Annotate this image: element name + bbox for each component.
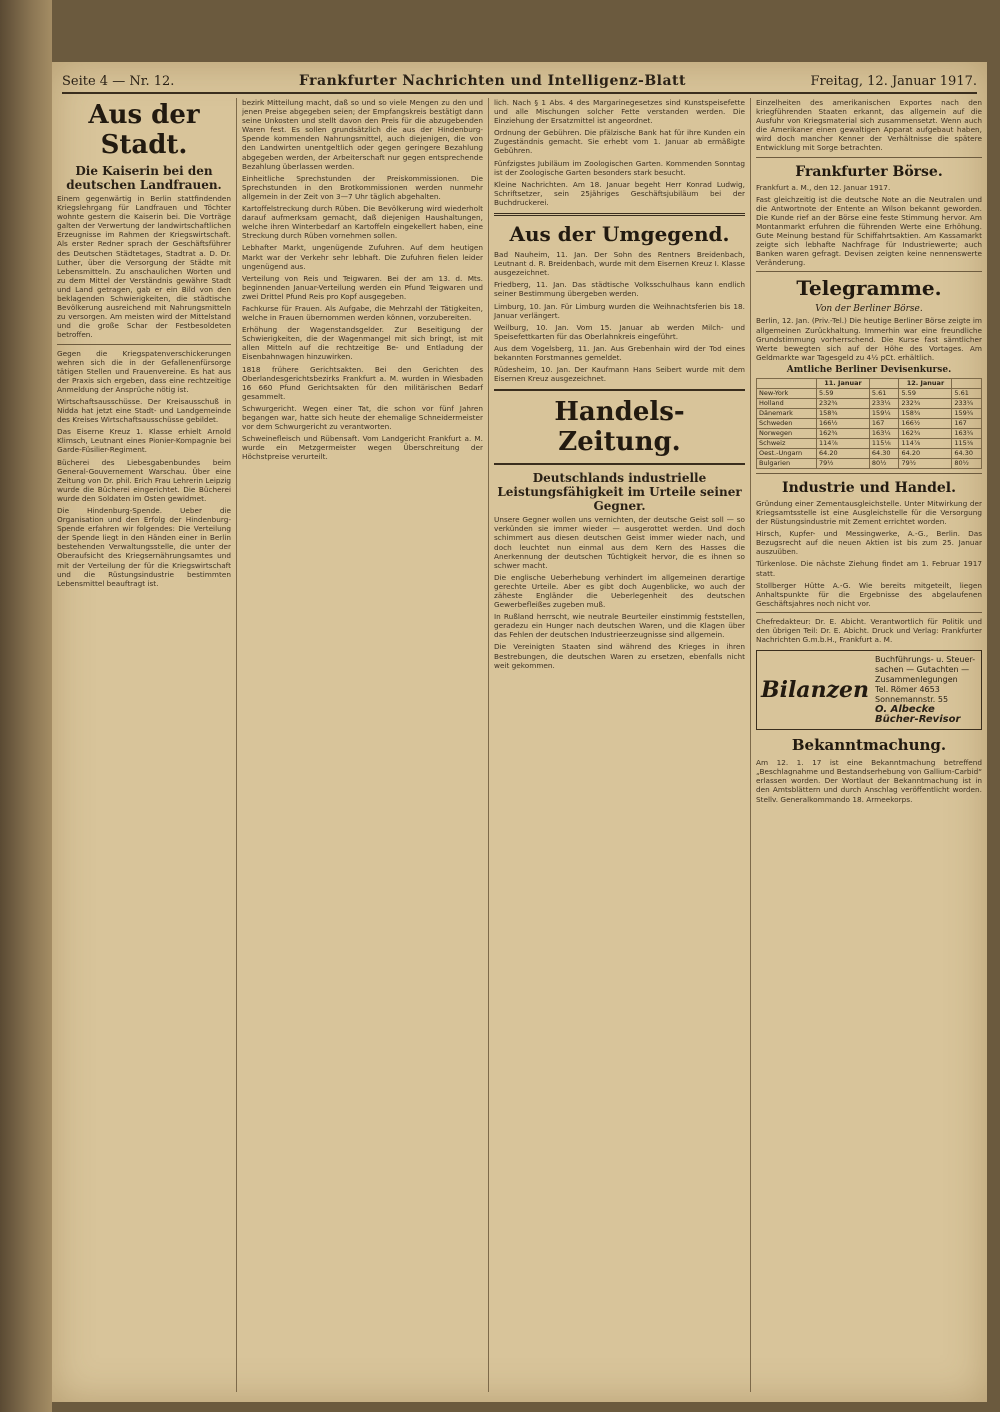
rate-value: 163¼ xyxy=(952,428,982,438)
editorial-imprint: Chefredakteur: Dr. E. Abicht. Verantwortlich für Politik und den übrigen Teil: Dr. E. Abicht. Druck und Verlag: Frankfurter Nachrichten G.m.b.H., Frankfurt a. M. xyxy=(756,616,982,645)
article-paragraph: In Rußland herrscht, wie neutrale Beurteiler einstimmig feststellen, geradezu ein Hunger nach deutschen Waren, und die Klagen über das Fehlen der deutschen Industrieerzeugnisse sind allgemein. xyxy=(494,612,745,640)
article-paragraph: Bücherei des Liebesgabenbundes beim General-Gouvernement Warschau. Über eine Zeitung von Dr. phil. Erich Frau Lehrerin Leipzig wurde die Bücherei eingerichtet. Die Bücherei wurde den Soldaten im Osten gewidmet. xyxy=(57,457,231,503)
article-paragraph: Gegen die Kriegspatenverschickerungen wehren sich die in der Gefallenenfürsorge tätigen Stellen und Frauenvereine. Es hat aus der Praxis sich ergeben, dass eine rechtzeitige Anmeldung der Ansprüche nötig ist. xyxy=(57,348,231,394)
section-title-telegramme: Telegramme. xyxy=(796,276,942,301)
rate-value: 167 xyxy=(952,418,982,428)
section-title-industrie: Industrie und Handel. xyxy=(782,479,956,496)
table-header-row xyxy=(757,378,982,388)
page-header xyxy=(62,70,977,94)
section-title-boerse: Frankfurter Börse. xyxy=(795,163,943,180)
ad-line: Zusammenlegungen xyxy=(875,675,958,685)
currency-name: Dänemark xyxy=(757,408,817,418)
article-paragraph: Kleine Nachrichten. Am 18. Januar begeht Herr Konrad Ludwig, Schriftsetzer, sein 25jähriges Geschäftsjubiläum bei der Buchdruckerei. xyxy=(494,179,745,207)
table-header-cell xyxy=(757,378,817,388)
rate-value: 159¼ xyxy=(869,408,899,418)
table-row xyxy=(757,418,982,428)
divider xyxy=(756,612,982,613)
article-paragraph: Stollberger Hütte A.-G. Wie bereits mitgeteilt, liegen Anhaltspunkte für die Ergebnisse des abgelaufenen Geschäftsjahres noch nicht vor. xyxy=(756,580,982,608)
article-paragraph: Fast gleichzeitig ist die deutsche Note an die Neutralen und die Antwortnote der Entente an Wilson bekannt geworden. Die Kunde rief an der Börse eine feste Stimmung hervor. Am Montanmarkt erfuhren die führenden Werte eine Erhöhung. Gute Meinung bestand für Schiffahrtsaktien. Am Kassamarkt zeigte sich lebhafte Nachfrage für Industriewerte; auch Banken waren gefragt. Devisen zeigten keine nennenswerte Veränderung. xyxy=(756,194,982,268)
article-paragraph: Limburg, 10. Jan. Für Limburg wurden die Weihnachtsferien bis 18. Januar verlängert. xyxy=(494,301,745,320)
article-paragraph: bezirk Mitteilung macht, daß so und so viele Mengen zu den und jenen Preise abgegeben seien; der Empfangskreis bestätigt dann seine Unkosten und stellt davon den Preis für die abzugebenden Waren fest. Es sollen grundsätzlich die aus der Hindenburg-Spende kommenden Nahrungsmittel, auch diejenigen, die von den Landwirten unentgeltlich oder gegen geringere Bezahlung abgegeben werden, der Arbeiterschaft nur gegen entsprechende Bezahlung überlassen werden. xyxy=(242,98,483,171)
currency-name: Bulgarien xyxy=(757,458,817,468)
table-row xyxy=(757,438,982,448)
article-paragraph: Wirtschaftsausschüsse. Der Kreisausschuß in Nidda hat jetzt eine Stadt- und Landgemeinde des Kreises Wirtschaftsausschüsse gebildet. xyxy=(57,396,231,425)
table-row xyxy=(757,448,982,458)
article-paragraph: Fachkurse für Frauen. Als Aufgabe, die Mehrzahl der Tätigkeiten, welche in Frauen übernommen werden können, vorzubereiten. xyxy=(242,303,483,323)
rate-value: 232¾ xyxy=(899,398,952,408)
article-paragraph: Verteilung von Reis und Teigwaren. Bei der am 13. d. Mts. beginnenden Januar-Verteilung werden ein Pfund Teigwaren und zwei Drittel Pfund Reis pro Kopf ausgegeben. xyxy=(242,273,483,301)
article-paragraph: Friedberg, 11. Jan. Das städtische Volksschulhaus kann endlich seiner Bestimmung übergeben werden. xyxy=(494,280,745,299)
newspaper-page xyxy=(52,62,987,1402)
devisen-table xyxy=(756,378,982,469)
article-paragraph: lich. Nach § 1 Abs. 4 des Margarinegesetzes sind Kunstspeisefette und alle Mischungen solcher Fette verstanden werden. Die Einziehung der Ersatzmittel ist angeordnet. xyxy=(494,98,745,126)
section-title-umgegend: Aus der Umgegend. xyxy=(509,222,730,247)
rate-value: 80½ xyxy=(869,458,899,468)
table-row xyxy=(757,458,982,468)
handels-header xyxy=(494,389,745,465)
table-header-cell xyxy=(869,378,899,388)
article-paragraph: Türkenlose. Die nächste Ziehung findet am 1. Februar 1917 statt. xyxy=(756,559,982,578)
section-title-bekanntmachung: Bekanntmachung. xyxy=(791,736,947,755)
rate-value: 79½ xyxy=(817,458,870,468)
column-1 xyxy=(52,98,237,1392)
article-paragraph: Gründung einer Zementausgleichstelle. Unter Mitwirkung der Kriegsamtsstelle ist eine Ausgleichstelle für die Versorgung der Rüstungsindustrie mit Zement errichtet worden. xyxy=(756,498,982,527)
article-paragraph: Berlin, 12. Jan. (Priv.-Tel.) Die heutige Berliner Börse zeigte im allgemeinen Zurückhaltung. Immerhin war eine freundliche Grundstimmung vorherrschend. Die Kurse fast sämtlicher Werte bewegten sich auf der Höhe des Vortages. Am Geldmarkte war Tagesgeld zu 4½ pCt. erhältlich. xyxy=(756,316,982,362)
article-paragraph: Hirsch, Kupfer- und Messingwerke, A.-G., Berlin. Das Bezugsrecht auf die neuen Aktien ist bis zum 25. Januar auszuüben. xyxy=(756,529,982,557)
section-title-handels: Handels-Zeitung. xyxy=(554,397,685,458)
divider xyxy=(756,271,982,272)
rate-value: 5.59 xyxy=(817,388,870,398)
article-paragraph: Die Vereinigten Staaten sind während des Krieges in ihren Bestrebungen, die deutschen Waren zu ersetzen, ebenfalls nicht weit gekommen. xyxy=(494,642,745,670)
rate-value: 79½ xyxy=(899,458,952,468)
article-paragraph: Frankfurt a. M., den 12. Januar 1917. xyxy=(756,182,891,192)
ad-details xyxy=(875,655,977,725)
article-headline-leistungsfaehigkeit: Deutschlands industrielle Leistungsfähigkeit im Urteile seiner Gegner. xyxy=(497,471,742,514)
devisen-title: Amtliche Berliner Devisenkurse. xyxy=(786,364,952,375)
rate-value: 5.59 xyxy=(899,388,952,398)
rate-value: 166½ xyxy=(899,418,952,428)
article-paragraph: Fünfzigstes Jubiläum im Zoologischen Garten. Kommenden Sonntag ist der Zoologische Garten besonders stark besucht. xyxy=(494,158,745,177)
article-paragraph: Am 12. 1. 17 ist eine Bekanntmachung betreffend „Beschlagnahme und Bestandserhebung von Gallium-Carbid“ erlassen worden. Der Wortlaut der Bekanntmachung ist in den Amtsblättern und durch Anschlag veröffentlicht worden. Stellv. Generalkommando 18. Armeekorps. xyxy=(756,758,982,804)
column-4 xyxy=(751,98,987,1392)
rate-value: 5.61 xyxy=(952,388,982,398)
article-paragraph: Einem gegenwärtig in Berlin stattfindenden Kriegslehrgang für Landfrauen und Töchter wohnte gestern die Kaiserin bei. Die Vorträge galten der Verwertung der landwirtschaftlichen Erzeugnisse im Rahmen der Kriegswirtschaft. Als erster Redner sprach der Geschäftsführer des Deutschen Städtetages, Stadtrat a. D. Dr. Luther, über die Versorgung der Städte mit Lebensmitteln. Zu anschaulichen Worten und zu dem Mittel der Verständnis gewähre Stadt und Land getragen, gab er ein Bild von den beklagenden Schwierigkeiten, die städtische Bevölkerung ausreichend mit Nahrungsmitteln zu versorgen. Am meisten wird der Mittelstand und die große Schar der Festbesoldeten betroffen. xyxy=(57,194,231,340)
rate-value: 232¾ xyxy=(817,398,870,408)
masthead: Frankfurter Nachrichten und Intelligenz-Blatt xyxy=(298,73,686,89)
rate-value: 115⅛ xyxy=(869,438,899,448)
divider xyxy=(756,157,982,158)
article-paragraph: Kartoffelstreckung durch Rüben. Die Bevölkerung wird wiederholt darauf aufmerksam gemacht, daß diejenigen Haushaltungen, welche ihren Winterbedarf an Kartoffeln eingekellert haben, eine Streckung durch Rüben vornehmen sollen. xyxy=(242,204,483,241)
article-paragraph: 1818 frühere Gerichtsakten. Bei den Gerichten des Oberlandesgerichtsbezirks Frankfurt a. M. wurden in Wiesbaden 16 660 Pfund Gerichtsakten für den militärischen Bedarf gesammelt. xyxy=(242,364,483,401)
rate-value: 64.30 xyxy=(869,448,899,458)
ad-street: Sonnemannstr. 55 xyxy=(875,695,949,705)
table-row xyxy=(757,408,982,418)
rate-value: 80½ xyxy=(952,458,982,468)
article-paragraph: Ordnung der Gebühren. Die pfälzische Bank hat für ihre Kunden ein Zugeständnis gemacht. Sie erhebt vom 1. Januar ab ermäßigte Gebühren. xyxy=(494,128,745,156)
ad-phone: Tel. Römer 4653 xyxy=(875,685,940,695)
article-paragraph: Rüdesheim, 10. Jan. Der Kaufmann Hans Seibert wurde mit dem Eisernen Kreuz ausgezeichnet. xyxy=(494,365,745,384)
article-headline-kaiserin: Die Kaiserin bei den deutschen Landfrauen. xyxy=(66,164,222,192)
rate-value: 114⅞ xyxy=(817,438,870,448)
currency-name: Oest.-Ungarn xyxy=(757,448,817,458)
table-header-cell xyxy=(952,378,982,388)
article-paragraph: Weilburg, 10. Jan. Vom 15. Januar ab werden Milch- und Speisefettkarten für das Oberlahnkreis eingeführt. xyxy=(494,322,745,341)
article-paragraph: Erhöhung der Wagenstandsgelder. Zur Beseitigung der Schwierigkeiten, die der Wagenmangel mit sich bringt, ist mit allen Mitteln auf die rechtzeitige Be- und Entladung der Eisenbahnwagen hinzuwirken. xyxy=(242,325,483,362)
rate-value: 233¼ xyxy=(869,398,899,408)
rate-value: 163¼ xyxy=(869,428,899,438)
article-paragraph: Lebhafter Markt, ungenügende Zufuhren. Auf dem heutigen Markt war der Verkehr sehr lebhaft. Die Zufuhren fielen leider ungenügend aus. xyxy=(242,243,483,271)
currency-name: Schweiz xyxy=(757,438,817,448)
telegramme-subtitle: Von der Berliner Börse. xyxy=(815,304,923,315)
article-paragraph: Bad Nauheim, 11. Jan. Der Sohn des Rentners Breidenbach, Leutnant d. R. Breidenbach, wurde mit dem Eisernen Kreuz I. Klasse ausgezeichnet. xyxy=(494,250,745,278)
column-2 xyxy=(237,98,489,1392)
article-paragraph: Das Eiserne Kreuz 1. Klasse erhielt Arnold Klimsch, Leutnant eines Pionier-Kompagnie bei Garde-Füsilier-Regiment. xyxy=(57,427,231,455)
rate-value: 166½ xyxy=(817,418,870,428)
ad-line: sachen — Gutachten — xyxy=(875,665,970,675)
binding-strip xyxy=(0,0,52,1412)
rate-value: 162¾ xyxy=(899,428,952,438)
devisen-body xyxy=(757,388,982,468)
divider xyxy=(57,344,231,345)
issue-date: Freitag, 12. Januar 1917. xyxy=(810,73,977,89)
article-paragraph: Schweinefleisch und Rübensaft. Vom Landgericht Frankfurt a. M. wurde ein Metzgermeister wegen Überschreitung der Höchstpreise verurteilt. xyxy=(242,434,483,462)
rate-value: 162¾ xyxy=(817,428,870,438)
advertisement-bilanzen xyxy=(756,650,982,730)
article-paragraph: Schwurgericht. Wegen einer Tat, die schon vor fünf Jahren begangen war, hatte sich heute der ehemalige Schneidermeister vor dem Schwurgericht zu verantworten. xyxy=(242,403,483,432)
rate-value: 167 xyxy=(869,418,899,428)
page-number: Seite 4 — Nr. 12. xyxy=(62,73,175,89)
article-paragraph: Die Hindenburg-Spende. Ueber die Organisation und den Erfolg der Hindenburg-Spende erfahren wir folgendes: Die Verteilung der Spende liegt in den Händen einer in Berlin bestehenden Verwaltungsstelle, die unter der Oberaufsicht des Kriegsernährungsamtes und mit der Verteilung der für die Kriegswirtschaft und die Rüstungsindustrie bestimmten Lebensmittel beauftragt ist. xyxy=(57,506,231,588)
table-header-cell: 11. Januar xyxy=(817,378,870,388)
ad-line: Buchführungs- u. Steuer- xyxy=(875,655,976,665)
column-3 xyxy=(489,98,751,1392)
rate-value: 159¼ xyxy=(952,408,982,418)
divider xyxy=(494,213,745,216)
article-paragraph: Unsere Gegner wollen uns vernichten, der deutsche Geist soll — so verkünden sie immer wieder — ausgerottet werden. Und doch schimmert aus diesen deutschen Geist immer wieder nach, und doch leuchtet nun einmal aus dem Kern des Hasses die Anerkennung der deutschen Tüchtigkeit hervor, die es ihnen so schwer macht. xyxy=(494,515,745,570)
rate-value: 64.20 xyxy=(817,448,870,458)
rate-value: 158¾ xyxy=(817,408,870,418)
rate-value: 115⅛ xyxy=(952,438,982,448)
currency-name: New-York xyxy=(757,388,817,398)
rate-value: 114⅞ xyxy=(899,438,952,448)
article-paragraph: Einheitliche Sprechstunden der Preiskommissionen. Die Sprechstunden in den Brotkommissionen werden nunmehr allgemein in der Zeit von 3—7 Uhr täglich abgehalten. xyxy=(242,173,483,201)
rate-value: 5.61 xyxy=(869,388,899,398)
ad-owner: O. Albecke Bücher-Revisor xyxy=(875,704,961,726)
rate-value: 64.30 xyxy=(952,448,982,458)
section-title-stadt: Aus der Stadt. xyxy=(88,100,200,160)
table-row xyxy=(757,388,982,398)
rate-value: 64.20 xyxy=(899,448,952,458)
currency-name: Norwegen xyxy=(757,428,817,438)
table-row xyxy=(757,428,982,438)
table-header-cell: 12. Januar xyxy=(899,378,952,388)
ad-title: Bilanzen xyxy=(761,677,870,704)
article-paragraph: Die englische Ueberhebung verhindert im allgemeinen derartige gerechte Urteile. Aber es gibt doch Augenblicke, wo auch der zäheste Engländer die Ueberlegenheit des deutschen Gewerbefleißes zugeben muß. xyxy=(494,572,745,610)
article-paragraph: Aus dem Vogelsberg, 11. Jan. Aus Grebenhain wird der Tod eines bekannten Forstmannes gemeldet. xyxy=(494,343,745,362)
currency-name: Holland xyxy=(757,398,817,408)
rate-value: 158¾ xyxy=(899,408,952,418)
currency-name: Schweden xyxy=(757,418,817,428)
rate-value: 233¼ xyxy=(952,398,982,408)
divider xyxy=(756,473,982,474)
article-paragraph: Einzelheiten des amerikanischen Exportes nach den kriegführenden Staaten erkannt, das allgemein auf die Ausfuhr von Kriegsmaterial sich zusammensetzt. Wenn auch die Amerikaner einen gewaltigen Apparat aufgebaut haben, wird doch mancher Kenner der Verhältnisse die spätere Entwicklung mit Sorge betrachten. xyxy=(756,98,982,153)
table-row xyxy=(757,398,982,408)
